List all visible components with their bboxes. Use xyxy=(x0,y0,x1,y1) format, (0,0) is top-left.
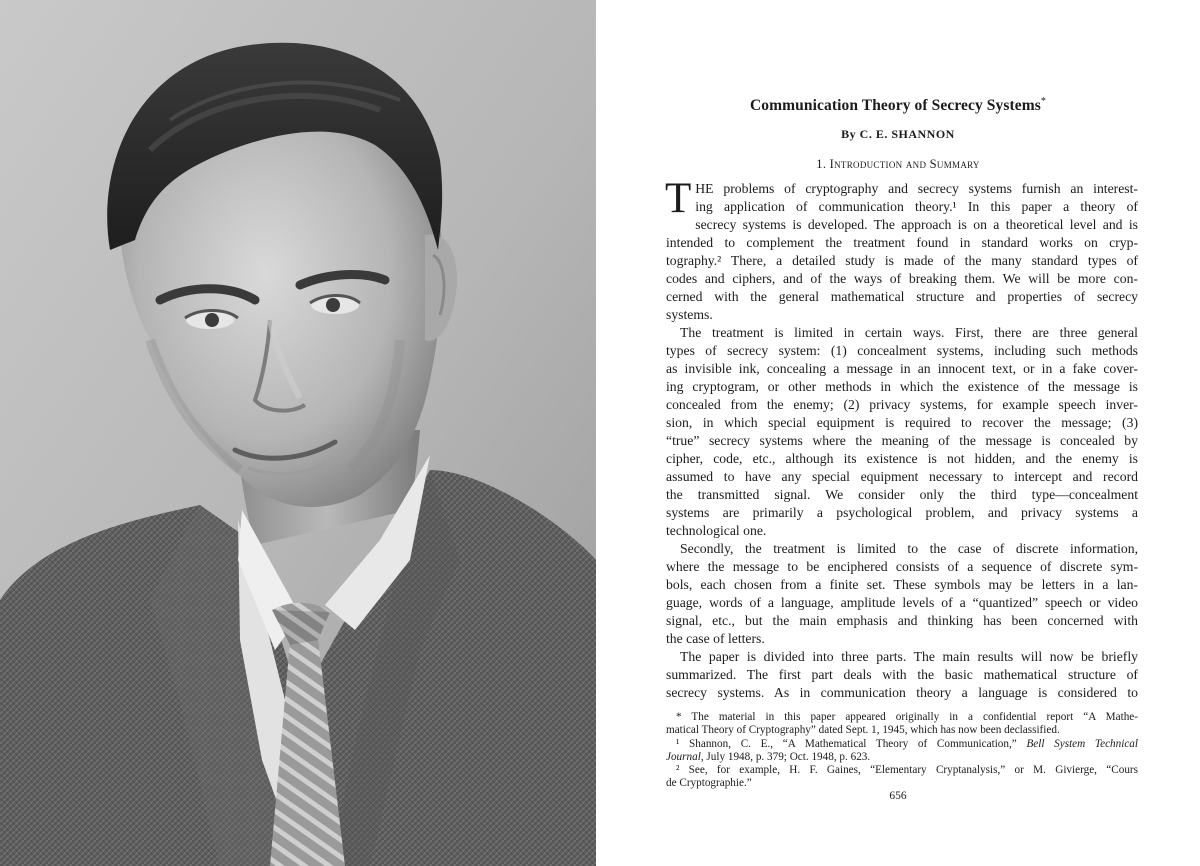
text-line: systems. xyxy=(666,307,713,322)
paragraph-3 xyxy=(666,540,1138,648)
portrait-photo xyxy=(0,0,596,866)
text-line: secrecy systems is developed. The approach is on a theoretical level and is xyxy=(695,217,1138,232)
text-line: the case of letters. xyxy=(666,631,765,646)
footnote-line: ² See, for example, H. F. Gaines, “Elementary Cryptanalysis,” or M. Givierge, “Cours xyxy=(676,764,1138,777)
body-text xyxy=(665,175,1138,702)
text-line: concealed from the enemy; (2) privacy systems, for example speech inver- xyxy=(666,397,1138,412)
text-line: the transmitted signal. We consider only the third type—concealment xyxy=(666,487,1138,502)
footnote-1-text: ¹ Shannon, C. E., “A Mathematical Theory of Communication,” xyxy=(676,737,1027,750)
text-line: tography.² There, a detailed study is made of the many standard types of xyxy=(666,253,1138,268)
footnote-line xyxy=(666,738,1138,751)
journal-title: Bell System Technical xyxy=(1026,737,1139,750)
footnote-line xyxy=(666,751,1138,764)
document-page xyxy=(596,0,1200,866)
text-line: guage, words of a language, amplitude levels of a “quantized” speech or video xyxy=(666,595,1138,610)
text-line: signal, etc., but the main emphasis and thinking has been concerned with xyxy=(666,613,1138,628)
text-line: assumed to have any special equipment necessary to intercept and record xyxy=(666,469,1138,484)
text-line: intended to complement the treatment found in standard works on cryp- xyxy=(666,235,1138,250)
text-line: systems are primarily a psychological problem, and privacy systems a xyxy=(666,505,1138,520)
footnote-1-citation: , July 1948, p. 379; Oct. 1948, p. 623. xyxy=(700,750,871,763)
footnote-line: matical Theory of Cryptography” dated Sept. 1, 1945, which has now been declassified. xyxy=(666,724,1060,737)
text-line: ing cryptogram, or other methods in which the existence of the message is xyxy=(666,379,1138,394)
page-number: 656 xyxy=(889,790,907,802)
text-line: Secondly, the treatment is limited to the case of discrete information, xyxy=(680,541,1138,556)
text-line: secrecy systems. As in communication theory a language is considered to xyxy=(666,685,1138,700)
text-line: summarized. The first part deals with the basic mathematical structure of xyxy=(666,667,1138,682)
text-line: bols, each chosen from a finite set. These symbols may be letters in a lan- xyxy=(666,577,1138,592)
footnotes xyxy=(666,711,1138,791)
journal-title-cont: Journal xyxy=(666,750,701,763)
paragraph-1 xyxy=(665,175,1138,324)
text-line: “true” secrecy systems where the meaning of the message is concealed by xyxy=(666,433,1138,448)
text-line: types of secrecy system: (1) concealment systems, including such methods xyxy=(666,343,1138,358)
paper-title xyxy=(596,96,1200,115)
footnote-line: * The material in this paper appeared originally in a confidential report “A Mathe- xyxy=(676,711,1138,723)
portrait-image xyxy=(0,0,596,866)
text-line: cipher, code, etc., although its existence is not hidden, and the enemy is xyxy=(666,451,1138,466)
footnote-line: de Cryptographie.” xyxy=(666,777,752,790)
section-heading: 1. Introduction and Summary xyxy=(816,157,980,171)
text-line: where the message to be enciphered consists of a sequence of discrete sym- xyxy=(666,559,1138,574)
paragraph-4 xyxy=(666,648,1138,702)
text-line: codes and ciphers, and of the ways of breaking them. We will be more con- xyxy=(666,271,1138,286)
text-line: technological one. xyxy=(666,523,767,538)
text-line: The paper is divided into three parts. The main results will now be briefly xyxy=(680,649,1138,664)
paper-title-text: Communication Theory of Secrecy Systems xyxy=(749,97,1041,115)
text-line: HE problems of cryptography and secrecy systems furnish an interest- xyxy=(695,181,1138,196)
text-line: as invisible ink, concealing a message in an innocent text, or in a fake cover- xyxy=(666,361,1138,376)
author-byline: By C. E. SHANNON xyxy=(841,127,955,141)
text-line: ing application of communication theory.¹ In this paper a theory of xyxy=(695,199,1138,214)
text-line: The treatment is limited in certain ways. First, there are three general xyxy=(680,325,1138,340)
drop-cap: T xyxy=(665,175,692,222)
text-line: sion, in which special equipment is required to recover the message; (3) xyxy=(666,415,1138,430)
paragraph-2 xyxy=(666,324,1138,540)
title-footnote-mark: * xyxy=(1040,96,1047,107)
text-line: cerned with the general mathematical structure and properties of secrecy xyxy=(666,289,1138,304)
